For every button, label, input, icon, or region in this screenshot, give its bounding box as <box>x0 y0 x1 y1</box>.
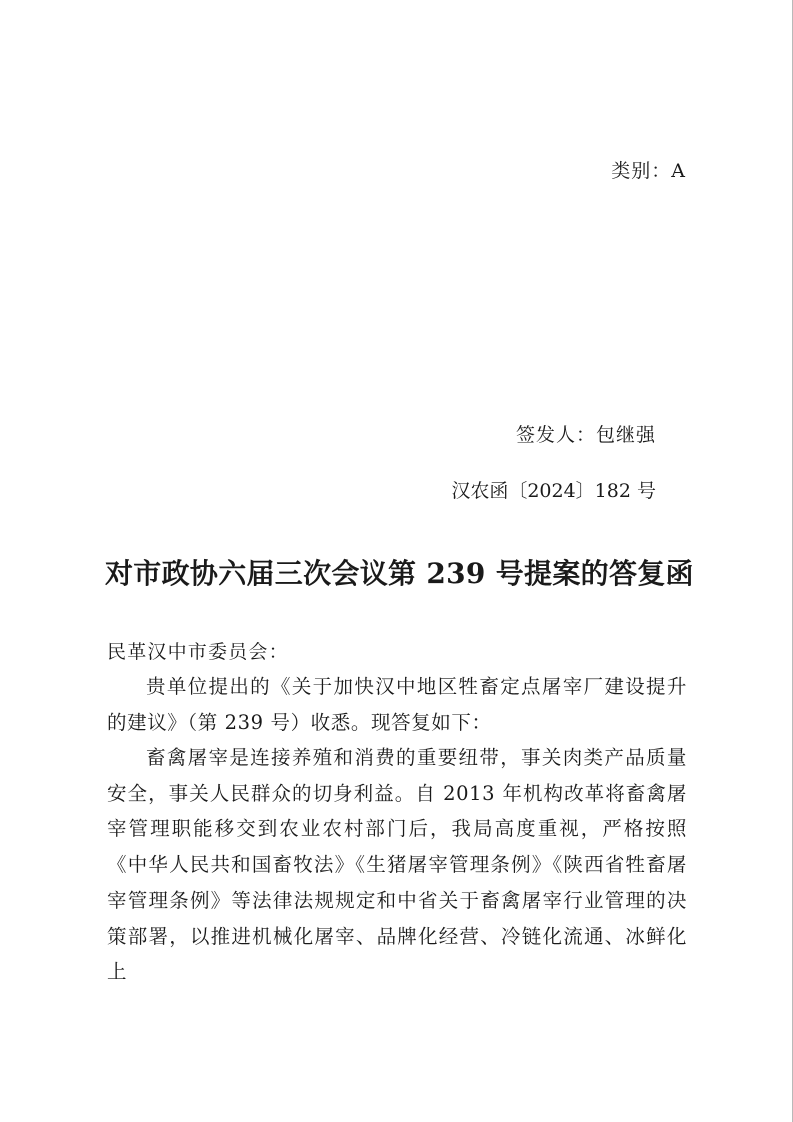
category-label: 类别：A <box>611 160 686 182</box>
signer-label: 签发人：包继强 <box>515 424 656 446</box>
paragraph-2: 畜禽屠宰是连接养殖和消费的重要纽带，事关肉类产品质量安全，事关人民群众的切身利益。自 2013 年机构改革将畜禽屠宰管理职能移交到农业农村部门后，我局高度重视，严格按照《中华人民共和国畜牧法》《生猪屠宰管理条例》《陕西省牲畜屠宰管理条例》等法律法规规定和中省关于畜禽屠宰行业管理的决策部署，以推进机械化屠宰、品牌化经营、冷链化流通、冰鲜化上 <box>107 746 687 984</box>
salutation: 民革汉中市委员会： <box>107 641 289 663</box>
paragraph-1: 贵单位提出的《关于加快汉中地区牲畜定点屠宰厂建设提升的建议》（第 239 号）收悉。现答复如下： <box>107 675 687 734</box>
document-title: 对市政协六届三次会议第 239 号提案的答复函 <box>105 557 694 590</box>
document-number: 汉农函〔2024〕182 号 <box>451 480 656 502</box>
